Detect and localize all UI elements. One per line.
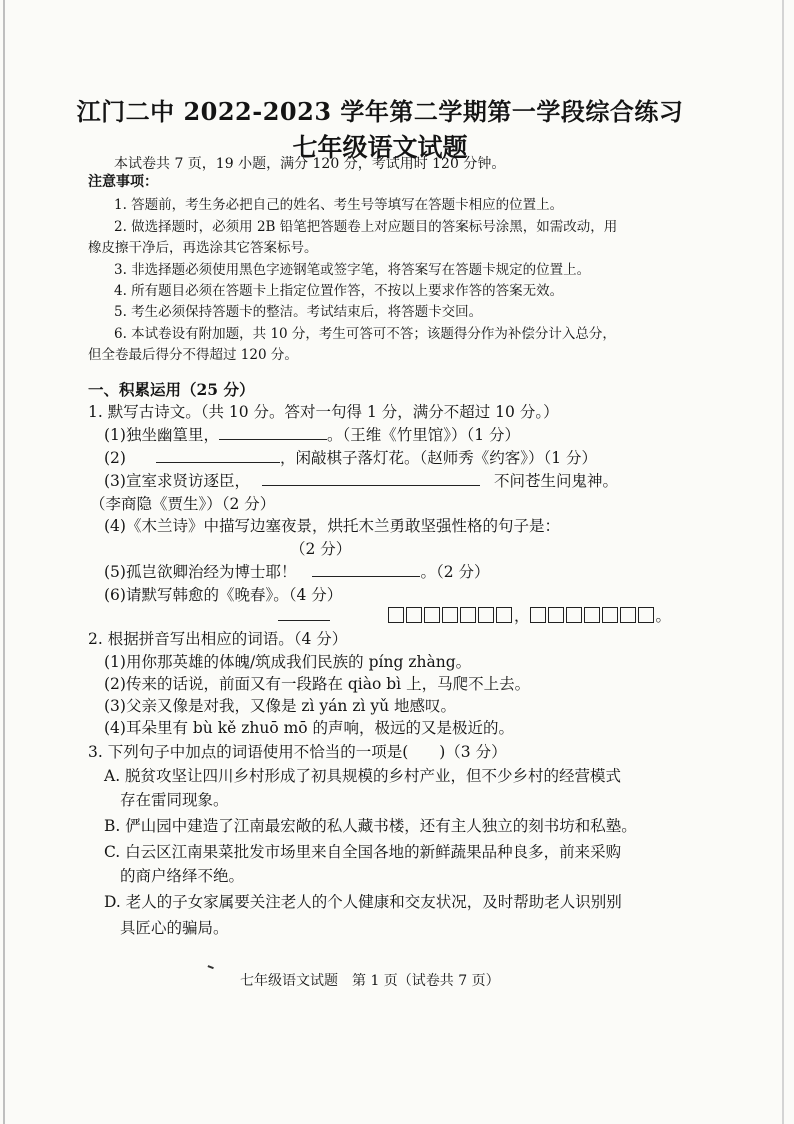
scan-mark: [206, 965, 214, 973]
char-box: [388, 607, 404, 623]
char-box: [442, 607, 458, 623]
notice-item: 4. 所有题目必须在答题卡上指定位置作答，不按以上要求作答的答案无效。: [114, 283, 564, 299]
notice-item: 但全卷最后得分不得超过 120 分。: [88, 347, 298, 363]
notice-item: 2. 做选择题时，必须用 2B 铅笔把答题卷上对应题目的答案标号涂黑，如需改动，用: [114, 219, 618, 235]
char-box: [638, 607, 654, 623]
notice-item: 橡皮擦干净后，再选涂其它答案标号。: [88, 240, 318, 256]
q1-item-3-source: （李商隐《贾生》）（2 分）: [90, 495, 276, 513]
q2-item: (1)用你那英雄的体魄/筑成我们民族的 píng zhàng。: [104, 653, 472, 671]
q1-item-1: (1)独坐幽篁里， 。（王维《竹里馆》）（1 分）: [104, 426, 521, 444]
q2-item: (3)父亲又像是对我，又像是 zì yán zì yǔ 地感叹。: [104, 697, 457, 715]
scan-edge-left: [3, 0, 5, 1124]
exam-title: 江门二中 2022-2023 学年第二学期第一学段综合练习: [76, 97, 684, 126]
question-3-stem: 3. 下列句子中加点的词语使用不恰当的一项是( )（3 分）: [88, 743, 507, 761]
section-heading: 一、积累运用（25 分）: [88, 380, 255, 399]
q1-item-6-blanks: ， 。: [278, 604, 671, 626]
option-a: A. 脱贫攻坚让四川乡村形成了初具规模的乡村产业，但不少乡村的经营模式: [104, 767, 622, 785]
char-box: [424, 607, 440, 623]
char-box: [406, 607, 422, 623]
answer-blank: [262, 473, 480, 486]
option-b: B. 俨山园中建造了江南最宏敞的私人藏书楼，还有主人独立的刻书坊和私塾。: [104, 817, 637, 835]
q1-item-5: (5)孤岂欲卿治经为博士耶！ 。（2 分）: [104, 563, 490, 581]
q1-item-6: (6)请默写韩愈的《晚春》。（4 分）: [104, 586, 343, 604]
char-box: [530, 607, 546, 623]
option-c: C. 白云区江南果菜批发市场里来自全国各地的新鲜蔬果品种良多，前来采购: [104, 843, 622, 861]
answer-blank: [312, 564, 420, 577]
page-footer: 七年级语文试题 第 1 页（试卷共 7 页）: [240, 973, 500, 989]
q1-item-4-score: （2 分）: [290, 540, 352, 558]
option-d: D. 老人的子女家属要关注老人的个人健康和交友状况，及时帮助老人识别别: [104, 893, 622, 911]
notice-item: 5. 考生必须保持答题卡的整洁。考试结束后，将答题卡交回。: [114, 304, 483, 320]
notice-title: 注意事项：: [88, 174, 158, 190]
notice-item: 1. 答题前，考生务必把自己的姓名、考生号等填写在答题卡相应的位置上。: [114, 197, 564, 213]
char-box: [584, 607, 600, 623]
answer-blank: [156, 450, 280, 463]
exam-summary: 本试卷共 7 页，19 小题，满分 120 分，考试用时 120 分钟。: [114, 156, 506, 172]
exam-subtitle: 七年级语文试题: [292, 133, 468, 162]
scan-edge-right: [782, 0, 784, 1124]
char-box: [496, 607, 512, 623]
char-box: [460, 607, 476, 623]
answer-blank: [219, 427, 327, 440]
char-box: [566, 607, 582, 623]
question-1-stem: 1. 默写古诗文。（共 10 分。答对一句得 1 分，满分不超过 10 分。）: [88, 403, 559, 421]
question-2-stem: 2. 根据拼音写出相应的词语。（4 分）: [88, 630, 348, 648]
option-a-cont: 存在雷同现象。: [120, 791, 229, 809]
char-box: [620, 607, 636, 623]
answer-blank: [278, 608, 330, 621]
option-c-cont: 的商户络绎不绝。: [120, 867, 245, 885]
notice-item: 3. 非选择题必须使用黑色字迹钢笔或签字笔，将答案写在答题卡规定的位置上。: [114, 262, 591, 278]
option-d-cont: 具匠心的骗局。: [120, 919, 229, 937]
notice-item: 6. 本试卷设有附加题，共 10 分，考生可答可不答；该题得分作为补偿分计入总分，: [114, 326, 616, 342]
q1-item-4: (4)《木兰诗》中描写边塞夜景，烘托木兰勇敢坚强性格的句子是：: [104, 517, 560, 535]
char-box: [548, 607, 564, 623]
q1-item-2: (2) ，闲敲棋子落灯花。（赵师秀《约客》）（1 分）: [104, 449, 598, 467]
q1-item-3: (3)宣室求贤访逐臣， 不问苍生问鬼神。: [104, 472, 618, 490]
char-box: [478, 607, 494, 623]
char-box: [602, 607, 618, 623]
q2-item: (4)耳朵里有 bù kě zhuō mō 的声响，极远的又是极近的。: [104, 719, 515, 737]
q2-item: (2)传来的话说，前面又有一段路在 qiào bì 上，马爬不上去。: [104, 675, 531, 693]
